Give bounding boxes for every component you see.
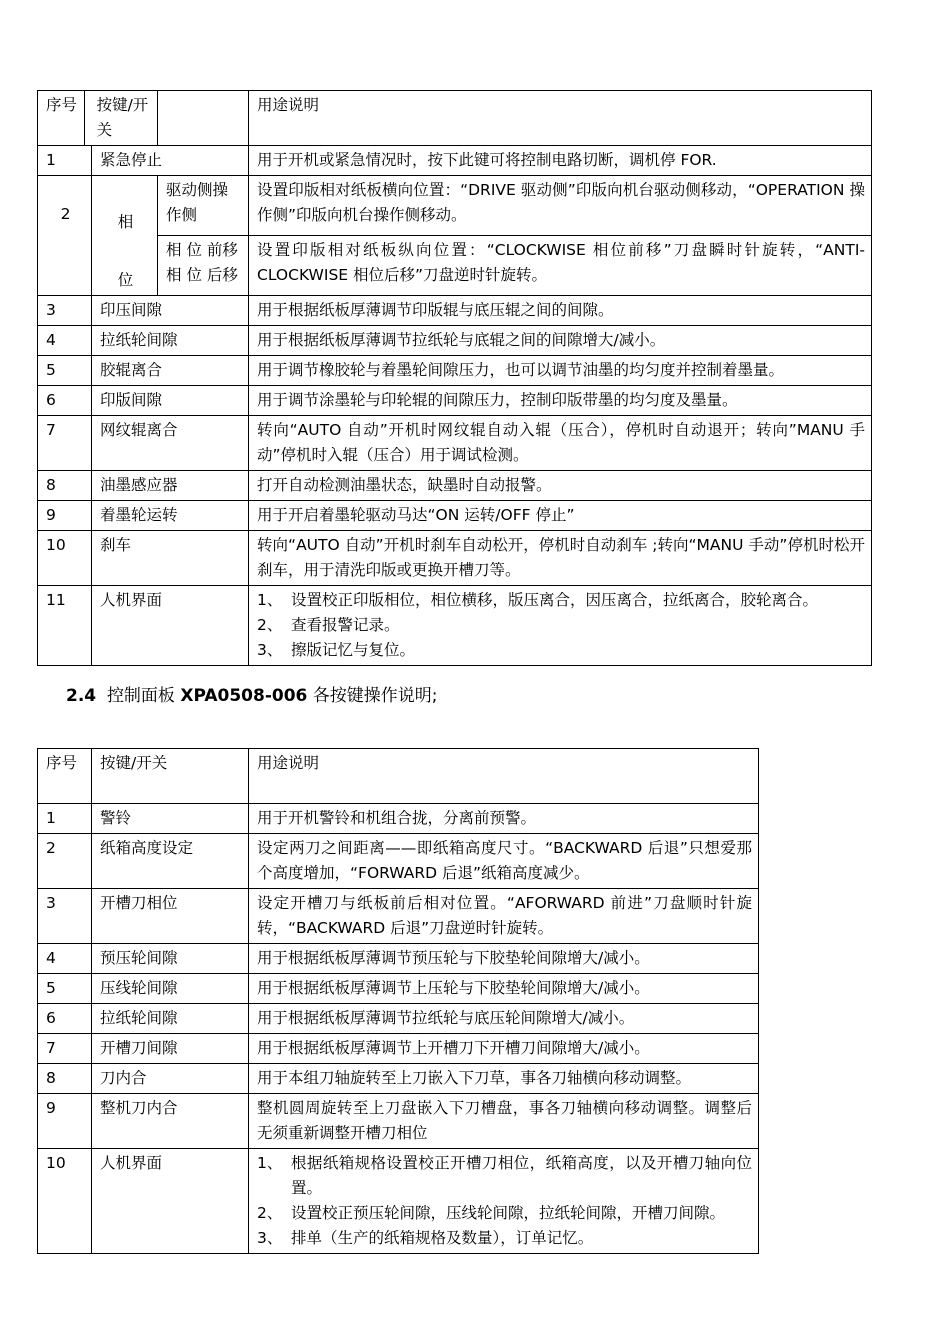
table-row bbox=[38, 804, 759, 834]
table-row bbox=[38, 296, 872, 326]
row-key: 拉纸轮间隙 bbox=[92, 326, 249, 356]
group-char-1: 相 bbox=[117, 213, 134, 231]
table-row bbox=[38, 501, 872, 531]
table-row bbox=[38, 386, 872, 416]
table-row bbox=[38, 531, 872, 586]
row-desc: 设定两刀之间距离——即纸箱高度尺寸。“BACKWARD 后退”只想爱那个高度增加，“FORWARD 后退”纸箱高度减少。 bbox=[249, 834, 759, 889]
list-item bbox=[257, 1226, 752, 1251]
list-text: 根据纸箱规格设置校正开槽刀相位，纸箱高度，以及开槽刀轴向位置。 bbox=[291, 1154, 752, 1197]
list-item bbox=[257, 638, 865, 663]
list-item bbox=[257, 1151, 752, 1201]
row-seq: 4 bbox=[38, 944, 92, 974]
row-key: 预压轮间隙 bbox=[92, 944, 249, 974]
row-desc: 用于根据纸板厚薄调节上压轮与下胶垫轮间隙增大/减小。 bbox=[249, 974, 759, 1004]
row-desc: 整机圆周旋转至上刀盘嵌入下刀槽盘，事各刀轴横向移动调整。调整后无须重新调整开槽刀相位 bbox=[249, 1094, 759, 1149]
table-row bbox=[38, 176, 872, 236]
section-prefix: 控制面板 bbox=[106, 686, 175, 706]
table-row bbox=[38, 236, 872, 296]
list-text: 查看报警记录。 bbox=[291, 616, 400, 634]
row-key: 着墨轮运转 bbox=[92, 501, 249, 531]
list-number: 3、 bbox=[257, 641, 283, 659]
header-cell bbox=[38, 91, 158, 146]
row-seq: 5 bbox=[38, 356, 92, 386]
row-seq: 4 bbox=[38, 326, 92, 356]
table-row bbox=[38, 1149, 759, 1254]
list-number: 2、 bbox=[257, 616, 283, 634]
row-seq: 1 bbox=[38, 146, 92, 176]
row-seq: 2 bbox=[38, 176, 92, 296]
table-header-row bbox=[38, 91, 872, 146]
subkey-forward: 相 位 前移 bbox=[166, 241, 238, 259]
list-item bbox=[257, 613, 865, 638]
section-heading bbox=[66, 682, 438, 710]
row-seq: 7 bbox=[38, 416, 92, 471]
header-key-spacer bbox=[158, 91, 249, 146]
table-row bbox=[38, 356, 872, 386]
row-key: 人机界面 bbox=[92, 1149, 249, 1254]
row-desc: 用于调节涂墨轮与印轮辊的间隙压力，控制印版带墨的均匀度及墨量。 bbox=[249, 386, 872, 416]
button-description-table-1 bbox=[37, 90, 872, 666]
row-desc: 用于根据纸板厚薄调节上开槽刀下开槽刀间隙增大/减小。 bbox=[249, 1034, 759, 1064]
table-row bbox=[38, 1004, 759, 1034]
group-char-2: 位 bbox=[117, 271, 134, 289]
table-row bbox=[38, 974, 759, 1004]
row-desc: 用于开机或紧急情况时，按下此键可将控制电路切断，调机停 FOR. bbox=[249, 146, 872, 176]
row-seq: 1 bbox=[38, 804, 92, 834]
row-desc: 设定开槽刀与纸板前后相对位置。“AFORWARD 前进”刀盘顺时针旋转，“BACKWARD 后退”刀盘逆时针旋转。 bbox=[249, 889, 759, 944]
table-row bbox=[38, 416, 872, 471]
row-desc: 转向“AUTO 自动”开机时刹车自动松开，停机时自动刹车 ;转向“MANU 手动”停机时松开刹车，用于清洗印版或更换开槽刀等。 bbox=[249, 531, 872, 586]
list-item bbox=[257, 588, 865, 613]
row-seq: 7 bbox=[38, 1034, 92, 1064]
row-desc: 用于调节橡胶轮与着墨轮间隙压力，也可以调节油墨的均匀度并控制着墨量。 bbox=[249, 356, 872, 386]
row-group-key bbox=[92, 176, 158, 296]
row-key: 拉纸轮间隙 bbox=[92, 1004, 249, 1034]
header-key: 按键/开关 bbox=[92, 749, 249, 804]
list-item bbox=[257, 1201, 752, 1226]
row-key: 刀内合 bbox=[92, 1064, 249, 1094]
table-row bbox=[38, 326, 872, 356]
list-number: 2、 bbox=[257, 1204, 283, 1222]
header-desc: 用途说明 bbox=[249, 91, 872, 146]
row-seq: 11 bbox=[38, 586, 92, 666]
row-key: 刹车 bbox=[92, 531, 249, 586]
list-number: 3、 bbox=[257, 1229, 283, 1247]
row-subkey: 驱动侧操作侧 bbox=[158, 176, 249, 236]
row-key: 油墨感应器 bbox=[92, 471, 249, 501]
table-row bbox=[38, 1094, 759, 1149]
row-seq: 5 bbox=[38, 974, 92, 1004]
button-description-table-2 bbox=[37, 748, 759, 1254]
row-seq: 3 bbox=[38, 889, 92, 944]
row-key: 紧急停止 bbox=[92, 146, 249, 176]
row-key: 开槽刀间隙 bbox=[92, 1034, 249, 1064]
row-key: 网纹辊离合 bbox=[92, 416, 249, 471]
row-desc: 用于根据纸板厚薄调节拉纸轮与底压轮间隙增大/减小。 bbox=[249, 1004, 759, 1034]
row-desc-list bbox=[249, 586, 872, 666]
row-key: 印压间隙 bbox=[92, 296, 249, 326]
row-seq: 9 bbox=[38, 1094, 92, 1149]
table-row bbox=[38, 1064, 759, 1094]
row-desc: 打开自动检测油墨状态，缺墨时自动报警。 bbox=[249, 471, 872, 501]
row-desc: 设置印版相对纸板横向位置：“DRIVE 驱动侧”印版向机台驱动侧移动，“OPERATION 操作侧”印版向机台操作侧移动。 bbox=[249, 176, 872, 236]
table-row bbox=[38, 471, 872, 501]
row-desc: 设置印版相对纸板纵向位置：“CLOCKWISE 相位前移”刀盘瞬时针旋转，“ANTI-CLOCKWISE 相位后移”刀盘逆时针旋转。 bbox=[249, 236, 872, 296]
list-number: 1、 bbox=[257, 1154, 283, 1172]
header-seq: 序号 bbox=[38, 91, 85, 145]
section-suffix: 各按键操作说明; bbox=[312, 686, 438, 706]
table-row bbox=[38, 944, 759, 974]
row-desc: 转向“AUTO 自动”开机时网纹辊自动入辊（压合），停机时自动退开；转向”MANU 手动”停机时入辊（压合）用于调试检测。 bbox=[249, 416, 872, 471]
row-key: 人机界面 bbox=[92, 586, 249, 666]
row-desc: 用于根据纸板厚薄调节印版辊与底压辊之间的间隙。 bbox=[249, 296, 872, 326]
list-text: 设置校正预压轮间隙，压线轮间隙，拉纸轮间隙，开槽刀间隙。 bbox=[291, 1204, 726, 1222]
row-seq: 8 bbox=[38, 471, 92, 501]
header-key: 按键/开关 bbox=[96, 96, 149, 139]
row-key: 开槽刀相位 bbox=[92, 889, 249, 944]
row-desc: 用于根据纸板厚薄调节拉纸轮与底辊之间的间隙增大/减小。 bbox=[249, 326, 872, 356]
row-key: 纸箱高度设定 bbox=[92, 834, 249, 889]
row-desc: 用于开启着墨轮驱动马达“ON 运转/OFF 停止” bbox=[249, 501, 872, 531]
row-seq: 3 bbox=[38, 296, 92, 326]
table-row bbox=[38, 889, 759, 944]
row-desc: 用于根据纸板厚薄调节预压轮与下胶垫轮间隙增大/减小。 bbox=[249, 944, 759, 974]
row-seq: 9 bbox=[38, 501, 92, 531]
row-seq: 8 bbox=[38, 1064, 92, 1094]
row-desc: 用于开机警铃和机组合拢，分离前预警。 bbox=[249, 804, 759, 834]
row-desc: 用于本组刀轴旋转至上刀嵌入下刀草，事各刀轴横向移动调整。 bbox=[249, 1064, 759, 1094]
table-row bbox=[38, 586, 872, 666]
table-row bbox=[38, 834, 759, 889]
subkey-backward: 相 位 后移 bbox=[166, 266, 238, 284]
header-seq: 序号 bbox=[38, 749, 92, 804]
section-model: XPA0508-006 bbox=[180, 686, 308, 706]
list-text: 排单（生产的纸箱规格及数量），订单记忆。 bbox=[291, 1229, 594, 1247]
row-seq: 6 bbox=[38, 386, 92, 416]
list-text: 擦版记忆与复位。 bbox=[291, 641, 416, 659]
table-header-row bbox=[38, 749, 759, 804]
row-key: 胶辊离合 bbox=[92, 356, 249, 386]
row-key: 整机刀内合 bbox=[92, 1094, 249, 1149]
row-key: 警铃 bbox=[92, 804, 249, 834]
table-row bbox=[38, 1034, 759, 1064]
row-seq: 10 bbox=[38, 531, 92, 586]
header-desc: 用途说明 bbox=[249, 749, 759, 804]
row-key: 印版间隙 bbox=[92, 386, 249, 416]
table-row bbox=[38, 146, 872, 176]
row-seq: 2 bbox=[38, 834, 92, 889]
section-number: 2.4 bbox=[66, 686, 97, 706]
list-number: 1、 bbox=[257, 591, 283, 609]
row-desc-list bbox=[249, 1149, 759, 1254]
row-key: 压线轮间隙 bbox=[92, 974, 249, 1004]
row-subkey bbox=[158, 236, 249, 296]
row-seq: 10 bbox=[38, 1149, 92, 1254]
row-seq: 6 bbox=[38, 1004, 92, 1034]
list-text: 设置校正印版相位，相位横移，版压离合，因压离合，拉纸离合，胶轮离合。 bbox=[291, 591, 819, 609]
